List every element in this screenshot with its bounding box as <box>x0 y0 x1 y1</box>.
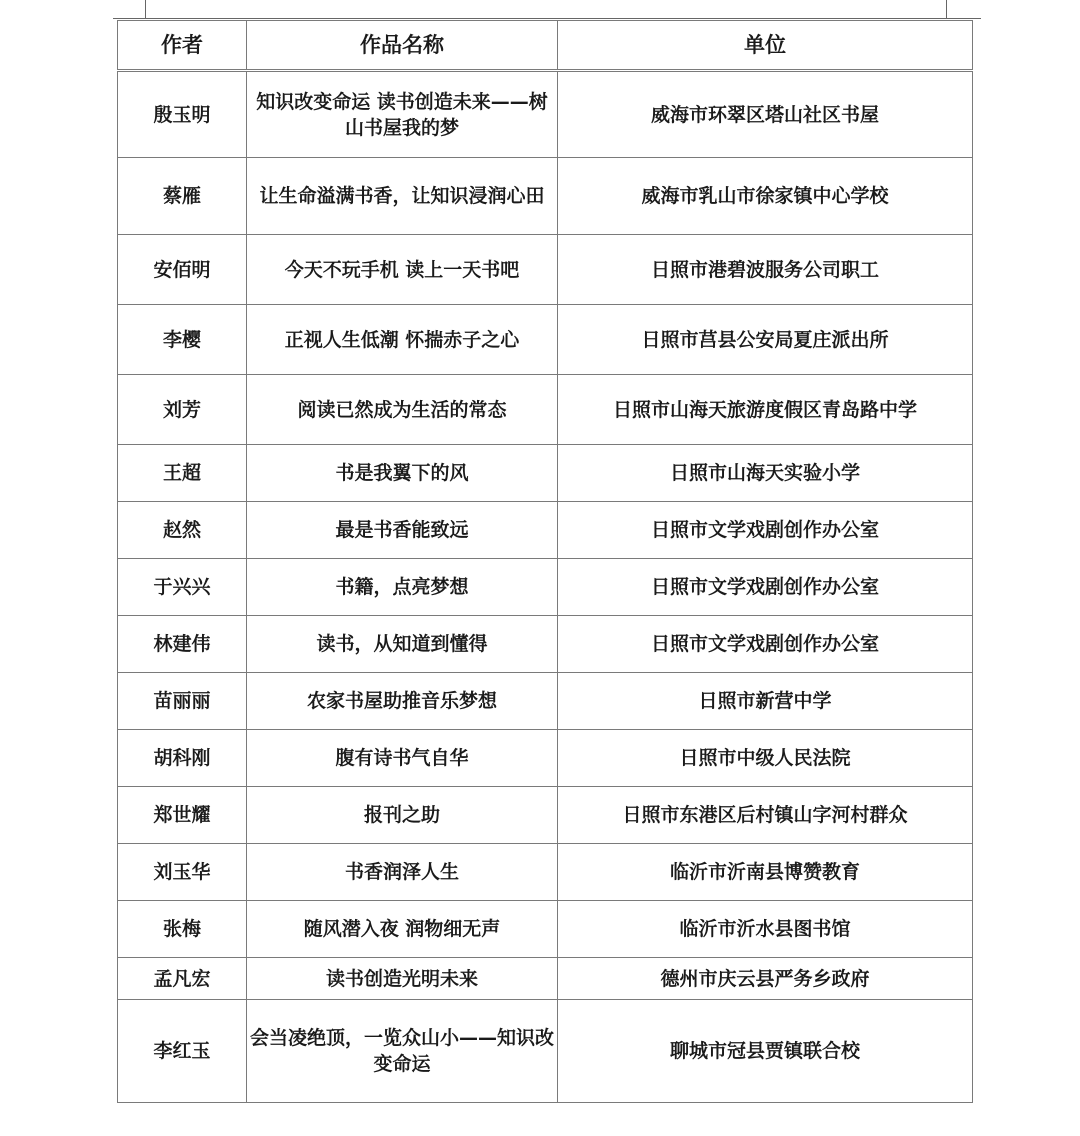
cell-unit: 日照市莒县公安局夏庄派出所 <box>558 305 973 375</box>
table-row <box>118 844 973 901</box>
cell-title: 书籍，点亮梦想 <box>247 559 558 616</box>
cell-author: 殷玉明 <box>118 71 247 158</box>
cell-unit: 日照市文学戏剧创作办公室 <box>558 616 973 673</box>
cell-unit: 德州市庆云县严务乡政府 <box>558 958 973 1000</box>
award-table <box>117 20 973 1103</box>
cell-title: 最是书香能致远 <box>247 502 558 559</box>
cell-title: 腹有诗书气自华 <box>247 730 558 787</box>
page-edge-right <box>946 0 947 18</box>
table-row <box>118 901 973 958</box>
cell-title: 阅读已然成为生活的常态 <box>247 375 558 445</box>
cell-author: 安佰明 <box>118 235 247 305</box>
table-row <box>118 158 973 235</box>
table-row <box>118 787 973 844</box>
cell-author: 郑世耀 <box>118 787 247 844</box>
table-row <box>118 958 973 1000</box>
cell-title: 书是我翼下的风 <box>247 445 558 502</box>
table-row <box>118 305 973 375</box>
cell-unit: 日照市山海天实验小学 <box>558 445 973 502</box>
page-edge-left <box>145 0 146 18</box>
cell-author: 蔡雁 <box>118 158 247 235</box>
table-row <box>118 673 973 730</box>
cell-author: 胡科刚 <box>118 730 247 787</box>
table-row <box>118 375 973 445</box>
table-row <box>118 71 973 158</box>
cell-unit: 临沂市沂南县博赞教育 <box>558 844 973 901</box>
cell-unit: 临沂市沂水县图书馆 <box>558 901 973 958</box>
table-row <box>118 559 973 616</box>
cell-author: 李红玉 <box>118 1000 247 1103</box>
table-row <box>118 730 973 787</box>
cell-title: 读书创造光明未来 <box>247 958 558 1000</box>
cell-unit: 聊城市冠县贾镇联合校 <box>558 1000 973 1103</box>
cell-author: 林建伟 <box>118 616 247 673</box>
cell-title: 知识改变命运 读书创造未来——树山书屋我的梦 <box>247 71 558 158</box>
cell-author: 苗丽丽 <box>118 673 247 730</box>
cell-unit: 日照市中级人民法院 <box>558 730 973 787</box>
cell-title: 随风潜入夜 润物细无声 <box>247 901 558 958</box>
cell-unit: 日照市东港区后村镇山字河村群众 <box>558 787 973 844</box>
cell-author: 王超 <box>118 445 247 502</box>
cell-title: 让生命溢满书香，让知识浸润心田 <box>247 158 558 235</box>
cell-author: 孟凡宏 <box>118 958 247 1000</box>
cell-unit: 日照市新营中学 <box>558 673 973 730</box>
cell-title: 书香润泽人生 <box>247 844 558 901</box>
table-row <box>118 616 973 673</box>
cell-title: 正视人生低潮 怀揣赤子之心 <box>247 305 558 375</box>
cell-title: 报刊之助 <box>247 787 558 844</box>
cell-title: 农家书屋助推音乐梦想 <box>247 673 558 730</box>
header-title: 作品名称 <box>247 21 558 71</box>
table-row <box>118 235 973 305</box>
header-author: 作者 <box>118 21 247 71</box>
cell-title: 今天不玩手机 读上一天书吧 <box>247 235 558 305</box>
cell-author: 张梅 <box>118 901 247 958</box>
cell-unit: 日照市山海天旅游度假区青岛路中学 <box>558 375 973 445</box>
header-unit: 单位 <box>558 21 973 71</box>
cell-unit: 日照市港碧波服务公司职工 <box>558 235 973 305</box>
cell-author: 李樱 <box>118 305 247 375</box>
cell-unit: 威海市乳山市徐家镇中心学校 <box>558 158 973 235</box>
table-header-row <box>118 21 973 71</box>
cell-author: 于兴兴 <box>118 559 247 616</box>
cell-title: 会当凌绝顶，一览众山小——知识改变命运 <box>247 1000 558 1103</box>
cell-unit: 日照市文学戏剧创作办公室 <box>558 502 973 559</box>
page-edge-top <box>113 18 981 19</box>
cell-unit: 威海市环翠区塔山社区书屋 <box>558 71 973 158</box>
cell-author: 刘玉华 <box>118 844 247 901</box>
cell-author: 刘芳 <box>118 375 247 445</box>
table-row <box>118 502 973 559</box>
table-row <box>118 445 973 502</box>
table-row <box>118 1000 973 1103</box>
cell-author: 赵然 <box>118 502 247 559</box>
cell-title: 读书，从知道到懂得 <box>247 616 558 673</box>
cell-unit: 日照市文学戏剧创作办公室 <box>558 559 973 616</box>
